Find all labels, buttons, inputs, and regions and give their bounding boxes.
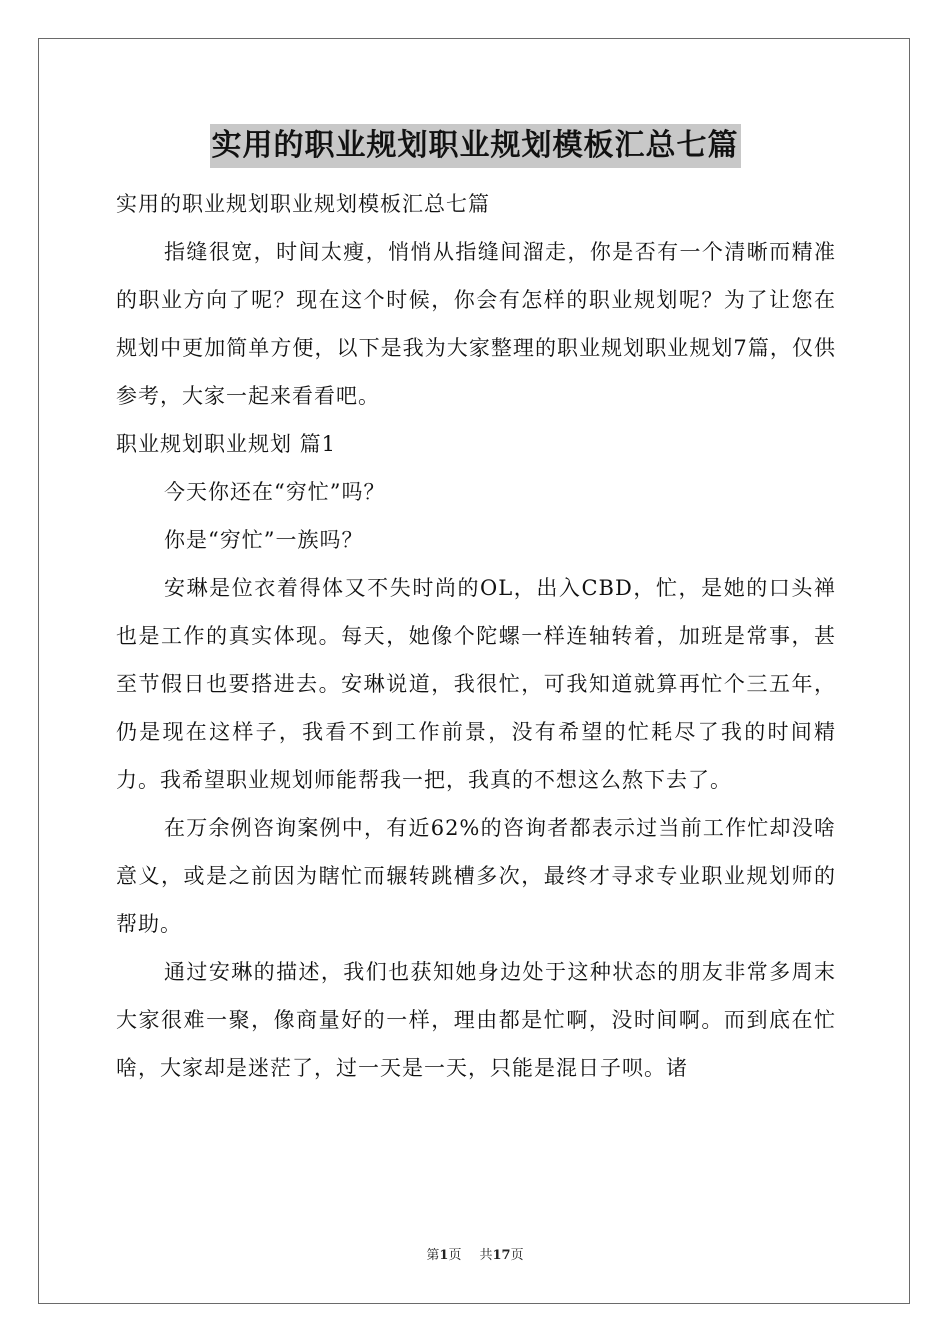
paragraph: 指缝很宽，时间太瘦，悄悄从指缝间溜走，你是否有一个清晰而精准的职业方向了呢？现在这个时候，你会有怎样的职业规划呢？为了让您在规划中更加简单方便，以下是我为大家整理的职业规划职业规划7篇，仅供参考，大家一起来看看吧。 xyxy=(116,240,836,408)
paragraph: 在万余例咨询案例中，有近62%的咨询者都表示过当前工作忙却没啥意义，或是之前因为瞎忙而辗转跳槽多次，最终才寻求专业职业规划师的帮助。 xyxy=(116,816,836,936)
total-prefix: 共 xyxy=(479,1248,493,1263)
section-heading: 职业规划职业规划 篇1 xyxy=(116,432,337,456)
document-body xyxy=(116,180,836,1092)
paragraph: 你是“穷忙”一族吗？ xyxy=(164,528,364,552)
paragraph: 今天你还在“穷忙”吗？ xyxy=(164,480,386,504)
page-suffix: 页 xyxy=(448,1248,462,1263)
paragraph: 安琳是位衣着得体又不失时尚的OL，出入CBD，忙，是她的口头禅也是工作的真实体现。每天，她像个陀螺一样连轴转着，加班是常事，甚至节假日也要搭进去。安琳说道，我很忙，可我知道就算再忙个三五年，仍是现在这样子，我看不到工作前景，没有希望的忙耗尽了我的时间精力。我希望职业规划师能帮我一把，我真的不想这么熬下去了。 xyxy=(116,576,836,792)
paragraph: 通过安琳的描述，我们也获知她身边处于这种状态的朋友非常多周末大家很难一聚，像商量好的一样，理由都是忙啊，没时间啊。而到底在忙啥，大家却是迷茫了，过一天是一天，只能是混日子呗。诸 xyxy=(116,960,836,1080)
document-title: 实用的职业规划职业规划模板汇总七篇 xyxy=(210,124,741,168)
total-suffix: 页 xyxy=(510,1248,524,1263)
page-current: 1 xyxy=(439,1248,449,1263)
page-prefix: 第 xyxy=(426,1248,440,1263)
page-footer xyxy=(0,1244,950,1263)
page-total: 17 xyxy=(492,1248,511,1263)
title-wrap xyxy=(0,124,950,168)
paragraph: 实用的职业规划职业规划模板汇总七篇 xyxy=(116,192,490,216)
